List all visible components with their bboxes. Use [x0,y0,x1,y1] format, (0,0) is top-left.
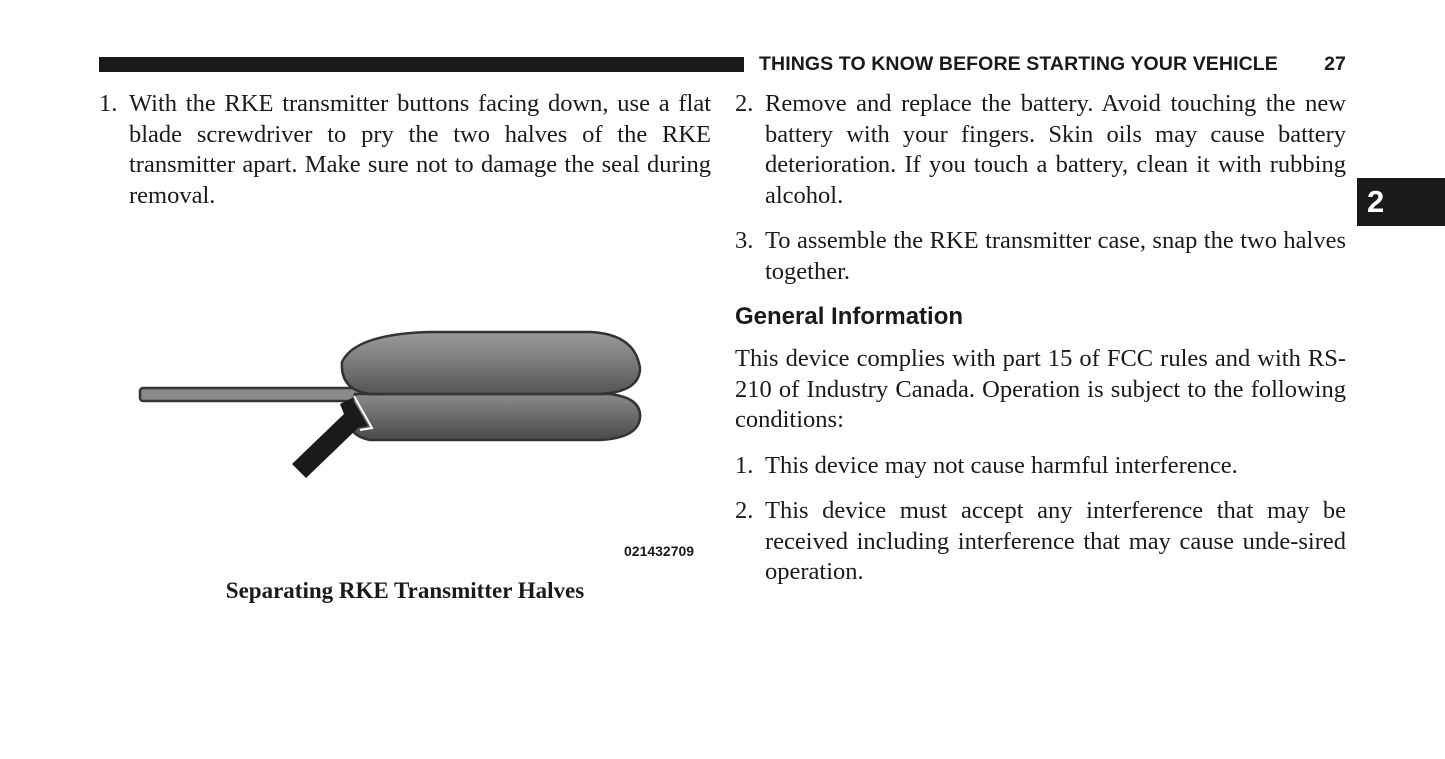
fob-lower-half [348,394,640,440]
condition-text: This device must accept any interference that may be received including interference that may cause unde-sired operation. [765,497,1346,585]
figure-caption: Separating RKE Transmitter Halves [225,578,585,603]
condition-item [735,496,1346,588]
condition-text: This device may not cause harmful interference. [765,451,1238,479]
step-number: 3. [735,227,754,254]
page-number: 27 [1324,53,1346,75]
step-number: 2. [735,90,754,117]
right-column [735,89,1346,603]
header-rule-bar [99,57,744,72]
running-header [759,53,1346,76]
rke-fob-illustration [130,318,715,566]
fcc-paragraph: This device complies with part 15 of FCC rules and with RS-210 of Industry Canada. Operation is subject to the following conditions: [735,345,1346,433]
fob-upper-half [342,332,640,394]
condition-number: 1. [735,451,754,479]
step-item [735,226,1346,287]
step-text: With the RKE transmitter buttons facing down, use a flat blade screwdriver to pry the two halves of the RKE transmitter apart. Make sure not to damage the seal during removal. [129,90,711,209]
figure-code: 021432709 [624,543,695,559]
step-text: Remove and replace the battery. Avoid touching the new battery with your fingers. Skin oils may cause battery deterioration. If you touch a battery, clean it with rubbing alcohol. [765,90,1346,209]
fob-drawing [130,318,715,566]
step-text: To assemble the RKE transmitter case, snap the two halves together. [765,227,1346,285]
section-heading: General Information [735,303,964,330]
left-column [99,89,711,226]
key-blade [140,388,380,401]
condition-number: 2. [735,497,754,524]
step-item [735,89,1346,211]
section-title: THINGS TO KNOW BEFORE STARTING YOUR VEHICLE [759,53,1278,75]
step-item [99,89,711,211]
condition-item [735,451,1346,482]
step-number: 1. [99,90,118,117]
arrow-icon [292,398,368,478]
chapter-tab: 2 [1357,178,1445,226]
